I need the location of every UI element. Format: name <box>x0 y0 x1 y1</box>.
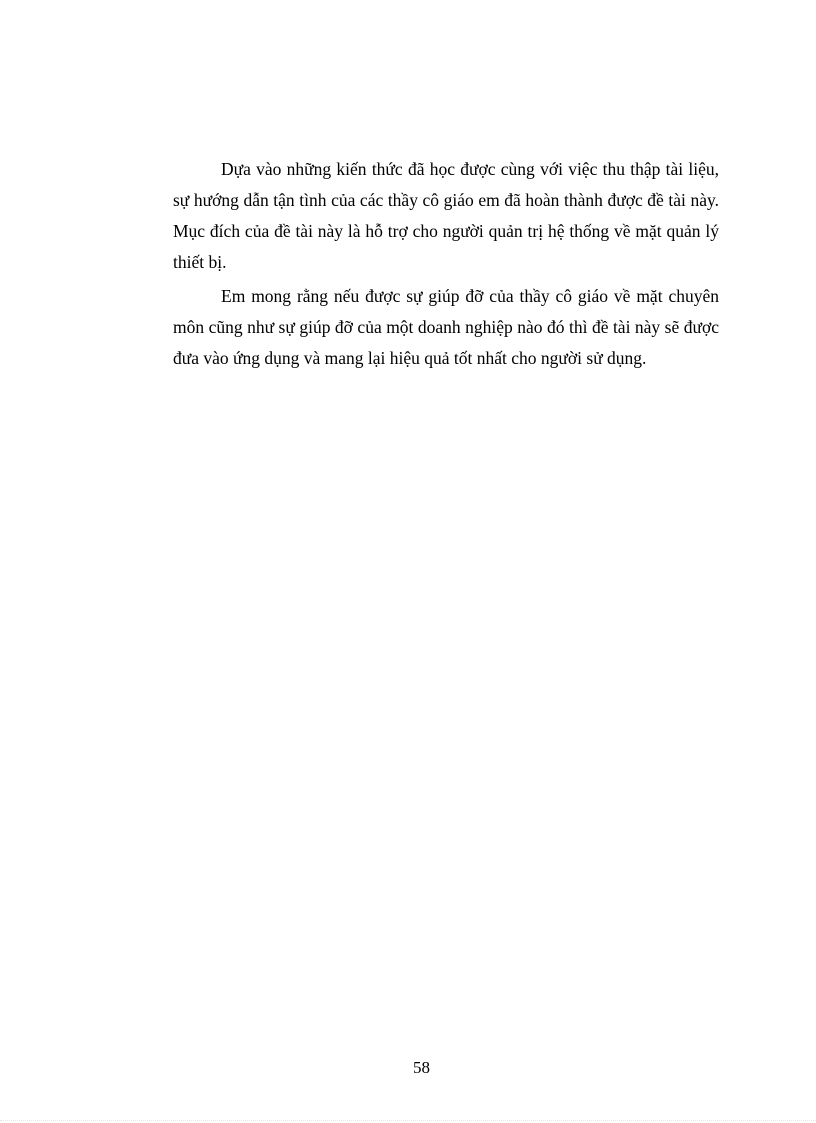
paragraph-2: Em mong rằng nếu được sự giúp đỡ của thầy cô giáo về mặt chuyên môn cũng như sự giúp đỡ của một doanh nghiệp nào đó thì đề tài này sẽ được đưa vào ứng dụng và mang lại hiệu quả tốt nhất cho người sử dụng. <box>173 286 719 368</box>
page-bottom-divider <box>0 1120 816 1121</box>
document-body <box>173 154 719 377</box>
paragraph-1: Dựa vào những kiến thức đã học được cùng với việc thu thập tài liệu, sự hướng dẫn tận tình của các thầy cô giáo em đã hoàn thành được đề tài này. Mục đích của đề tài này là hỗ trợ cho người quản trị hệ thống về mặt quản lý thiết bị. <box>173 159 719 272</box>
page-number: 58 <box>413 1058 430 1077</box>
